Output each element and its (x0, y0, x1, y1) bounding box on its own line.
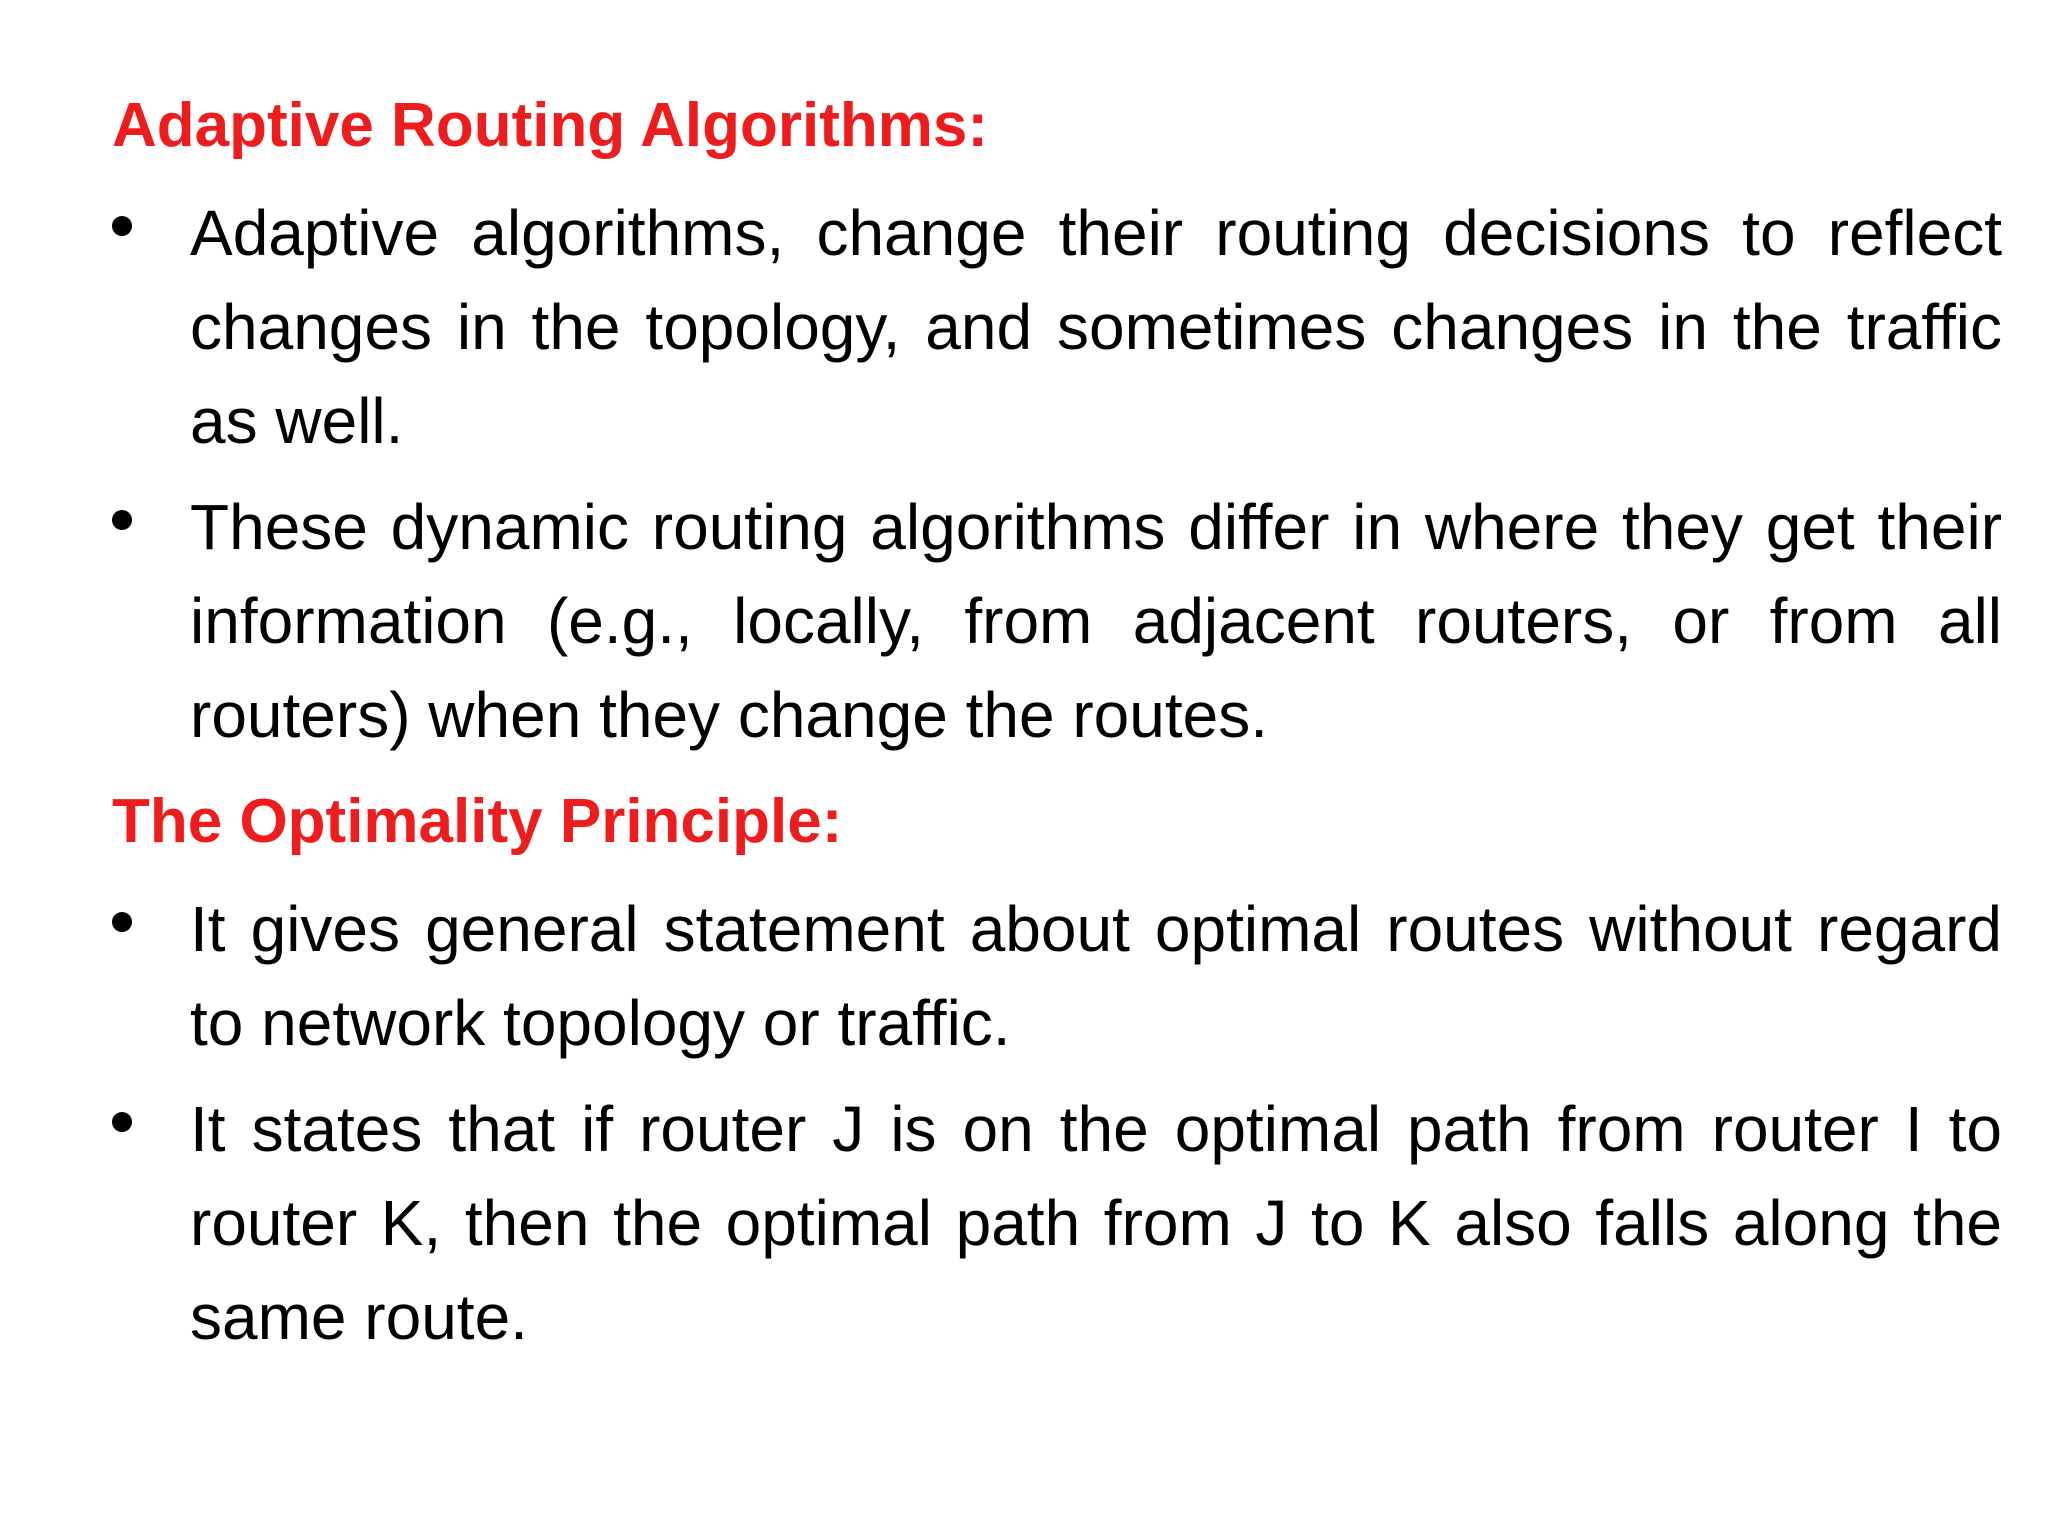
section-heading-adaptive-routing: Adaptive Routing Algorithms: (112, 91, 988, 160)
section-heading-optimality-principle: The Optimality Principle: (112, 787, 843, 856)
bullet-list-adaptive-routing (112, 186, 2002, 762)
bullet-text: It gives general statement about optimal routes without regard to network topology or traffic. (190, 893, 2002, 1059)
bullet-text: These dynamic routing algorithms differ in where they get their information (e.g., locally, from adjacent routers, or from all routers) when they change the routes. (190, 491, 2002, 751)
bullet-item (112, 882, 2002, 1070)
bullet-list-optimality-principle (112, 882, 2002, 1364)
slide-content (112, 78, 2002, 1364)
bullet-icon (112, 912, 132, 932)
bullet-item (112, 186, 2002, 468)
bullet-icon (112, 216, 132, 236)
bullet-item (112, 480, 2002, 762)
bullet-icon (112, 1112, 132, 1132)
bullet-text: Adaptive algorithms, change their routing decisions to reflect changes in the topology, and sometimes changes in the traffic as well. (190, 197, 2002, 457)
bullet-icon (112, 510, 132, 530)
bullet-text: It states that if router J is on the optimal path from router I to router K, then the optimal path from J to K also falls along the same route. (190, 1093, 2002, 1353)
bullet-item (112, 1082, 2002, 1364)
